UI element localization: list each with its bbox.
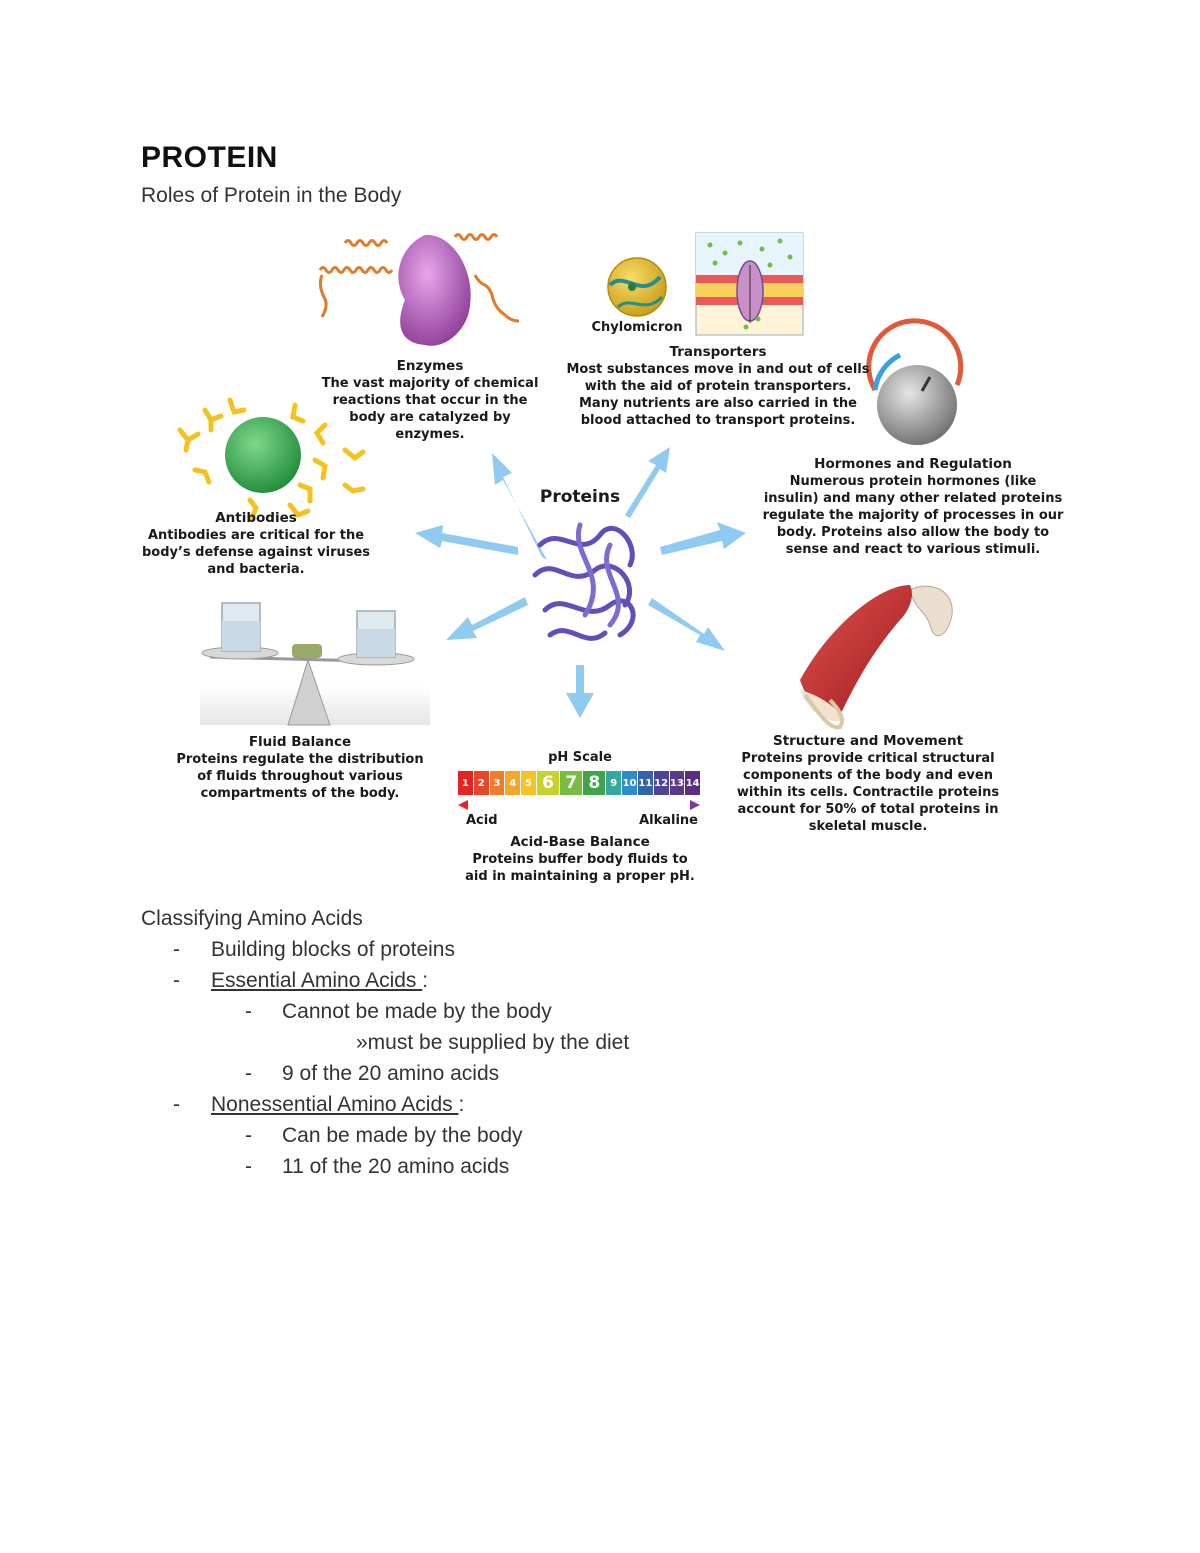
- enzymes-text-line: body are catalyzed by: [349, 410, 511, 425]
- nonessential-amino-acids-term: Nonessential Amino Acids: [211, 1093, 459, 1116]
- enzymes-label: [315, 358, 545, 443]
- amino-acids-section: [141, 903, 841, 1182]
- colon: :: [458, 1093, 465, 1116]
- ph-cell: 2: [474, 771, 489, 795]
- structure-text-line: Proteins provide critical structural: [741, 751, 995, 766]
- proteins-center-label: Proteins: [539, 487, 621, 507]
- bullet-dash: -: [245, 1062, 252, 1085]
- list-item: [141, 996, 841, 1027]
- list-item: [141, 934, 841, 965]
- antibodies-text-line: Antibodies are critical for the: [147, 528, 365, 543]
- structure-text-line: components of the body and even: [743, 768, 993, 783]
- page-title: PROTEIN: [141, 141, 278, 174]
- fluid-text-line: Proteins regulate the distribution: [176, 752, 424, 767]
- alkaline-label: Alkaline: [639, 813, 698, 828]
- transporters-text-line: Most substances move in and out of cells: [566, 362, 870, 377]
- hormones-text-line: insulin) and many other related proteins: [763, 491, 1063, 506]
- arrow-to-hormones: [660, 522, 746, 555]
- list-item: [141, 1027, 841, 1058]
- hormones-heading: Hormones and Regulation: [814, 456, 1012, 472]
- acid-label: Acid: [466, 813, 498, 828]
- bullet-dash: -: [245, 1000, 252, 1023]
- ph-scale-label: pH Scale: [548, 750, 612, 765]
- can-made-text: Can be made by the body: [282, 1124, 523, 1147]
- bullet-dash: -: [173, 1093, 180, 1116]
- ph-cell: 12: [654, 771, 669, 795]
- arrow-to-structure: [648, 598, 725, 651]
- arm-muscle-illustration: [800, 585, 952, 727]
- transporters-text-line: Many nutrients are also carried in the: [579, 396, 857, 411]
- fluid-text-line: compartments of the body.: [200, 786, 400, 801]
- ph-text-line: aid in maintaining a proper pH.: [465, 869, 695, 884]
- structure-text-line: account for 50% of total proteins in: [737, 802, 999, 817]
- must-supplied-text: »must be supplied by the diet: [356, 1031, 630, 1054]
- enzyme-illustration: [320, 235, 519, 346]
- acid-alkaline-arrow: [458, 800, 700, 810]
- fluid-heading: Fluid Balance: [248, 734, 352, 750]
- transporters-heading: Transporters: [669, 344, 767, 360]
- acid-base-label: [450, 834, 710, 885]
- fluid-balance-scale-illustration: [200, 603, 430, 725]
- antibodies-text-line: body’s defense against viruses: [141, 545, 371, 560]
- transporters-label: [560, 344, 876, 429]
- list-item: [141, 1120, 841, 1151]
- enzymes-text-line: reactions that occur in the: [332, 393, 528, 408]
- ph-cell: 3: [490, 771, 505, 795]
- arrow-to-antibodies: [415, 525, 518, 555]
- ph-cell: 4: [505, 771, 520, 795]
- essential-amino-acids-term: Essential Amino Acids: [211, 969, 423, 992]
- bullet-dash: -: [173, 938, 180, 961]
- list-item: [141, 1089, 841, 1120]
- ph-cell: 1: [458, 771, 473, 795]
- ph-heading: Acid-Base Balance: [510, 834, 650, 850]
- essential-line: [211, 965, 428, 996]
- hormones-text-line: regulate the majority of processes in our: [762, 508, 1064, 523]
- structure-label: [730, 733, 1006, 835]
- nine-of-twenty-text: 9 of the 20 amino acids: [282, 1062, 500, 1085]
- antibodies-text-line: and bacteria.: [207, 562, 305, 577]
- list-item: [141, 1058, 841, 1089]
- arrow-to-fluid: [446, 597, 528, 640]
- enzymes-text-line: enzymes.: [395, 427, 465, 442]
- chylomicron-label: Chylomicron: [591, 320, 683, 335]
- building-blocks-text: Building blocks of proteins: [211, 938, 455, 961]
- list-item: [141, 1151, 841, 1182]
- enzymes-heading: Enzymes: [396, 358, 464, 374]
- fluid-text-line: of fluids throughout various: [197, 769, 403, 784]
- enzymes-text-line: The vast majority of chemical: [321, 376, 539, 391]
- hormones-text-line: Numerous protein hormones (like: [789, 474, 1037, 489]
- structure-text-line: within its cells. Contractile proteins: [736, 785, 1000, 800]
- ph-cell: 14: [685, 771, 700, 795]
- arrow-to-transporters: [625, 447, 670, 518]
- membrane-transporter-illustration: [696, 233, 803, 335]
- eleven-of-twenty-text: 11 of the 20 amino acids: [282, 1155, 510, 1178]
- ph-cell: 10: [622, 771, 637, 795]
- ph-cell: 6: [537, 771, 559, 795]
- antibodies-heading: Antibodies: [215, 510, 297, 526]
- hormones-label: [752, 456, 1074, 558]
- nonessential-line: [211, 1089, 464, 1120]
- structure-text-line: skeletal muscle.: [808, 819, 928, 834]
- list-item: [141, 965, 841, 996]
- colon: :: [422, 969, 429, 992]
- structure-heading: Structure and Movement: [772, 733, 964, 749]
- ph-scale-bar: [458, 771, 700, 795]
- section-heading: Classifying Amino Acids: [141, 907, 363, 930]
- ph-cell: 9: [606, 771, 621, 795]
- hormones-text-line: sense and react to various stimuli.: [785, 542, 1041, 557]
- fluid-balance-label: [170, 734, 430, 802]
- ph-text-line: Proteins buffer body fluids to: [472, 852, 688, 867]
- chylomicron-illustration: [608, 258, 666, 316]
- regulation-knob-illustration: [869, 321, 961, 445]
- bullet-dash: -: [245, 1155, 252, 1178]
- antibodies-label: [140, 510, 372, 578]
- transporters-text-line: with the aid of protein transporters.: [584, 379, 852, 394]
- transporters-text-line: blood attached to transport proteins.: [580, 413, 856, 428]
- page-subtitle: Roles of Protein in the Body: [141, 184, 402, 207]
- central-protein-icon: [535, 525, 633, 638]
- ph-cell: 5: [521, 771, 536, 795]
- bullet-dash: -: [173, 969, 180, 992]
- bullet-dash: -: [245, 1124, 252, 1147]
- cannot-made-text: Cannot be made by the body: [282, 1000, 552, 1023]
- ph-cell: 8: [583, 771, 605, 795]
- ph-cell: 13: [670, 771, 685, 795]
- arrow-to-ph: [566, 665, 594, 718]
- ph-cell: 11: [638, 771, 653, 795]
- hormones-text-line: body. Proteins also allow the body to: [776, 525, 1050, 540]
- ph-cell: 7: [560, 771, 582, 795]
